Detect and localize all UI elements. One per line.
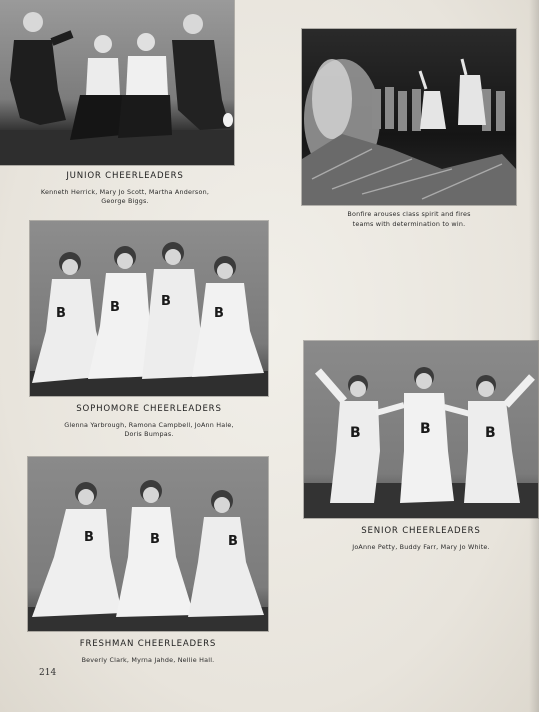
sophomore-names-line2: Doris Bumpas. bbox=[124, 430, 174, 438]
freshman-names-line1: Beverly Clark, Myrna Jahde, Nellie Hall. bbox=[81, 655, 215, 664]
sophomore-title: SOPHOMORE CHEERLEADERS bbox=[76, 404, 222, 414]
senior-letter-2: B bbox=[420, 421, 431, 437]
sophomore-cheerleaders-photo bbox=[30, 221, 268, 396]
senior-cheerleaders-photo bbox=[304, 341, 538, 518]
freshman-title: FRESHMAN CHEERLEADERS bbox=[79, 639, 217, 649]
freshman-letter-3: B bbox=[228, 534, 238, 549]
senior-caption bbox=[305, 527, 537, 552]
sophomore-names-line1: Glenna Yarbrough, Ramona Campbell, JoAnn Hale, bbox=[64, 420, 234, 429]
senior-letter-3: B bbox=[485, 425, 496, 441]
bonfire-caption-line2: teams with determination to win. bbox=[352, 219, 466, 228]
sophomore-caption bbox=[33, 405, 265, 440]
senior-letter-1: B bbox=[350, 425, 361, 441]
junior-caption bbox=[10, 172, 240, 207]
freshman-letter-1: B bbox=[84, 530, 94, 545]
page-number: 214 bbox=[39, 668, 57, 678]
freshman-cheerleaders-photo bbox=[28, 457, 268, 631]
sophomore-letter-3: B bbox=[161, 294, 171, 309]
bonfire-caption-line1: Bonfire arouses class spirit and fires bbox=[347, 210, 471, 218]
junior-names-line1: Kenneth Herrick, Mary Jo Scott, Martha Anderson, bbox=[40, 187, 210, 196]
sophomore-letter-4: B bbox=[214, 306, 224, 321]
junior-title: JUNIOR CHEERLEADERS bbox=[66, 171, 184, 181]
freshman-caption bbox=[30, 640, 266, 665]
sophomore-letter-1: B bbox=[56, 306, 66, 321]
bonfire-caption bbox=[306, 210, 512, 229]
junior-cheerleaders-photo bbox=[0, 0, 234, 165]
bonfire-photo bbox=[302, 29, 516, 205]
freshman-letter-2: B bbox=[150, 532, 160, 547]
senior-names-line1: JoAnne Petty, Buddy Farr, Mary Jo White. bbox=[352, 542, 490, 551]
sophomore-letter-2: B bbox=[110, 300, 120, 315]
junior-names-line2: George Biggs. bbox=[101, 197, 149, 205]
senior-title: SENIOR CHEERLEADERS bbox=[361, 526, 481, 536]
